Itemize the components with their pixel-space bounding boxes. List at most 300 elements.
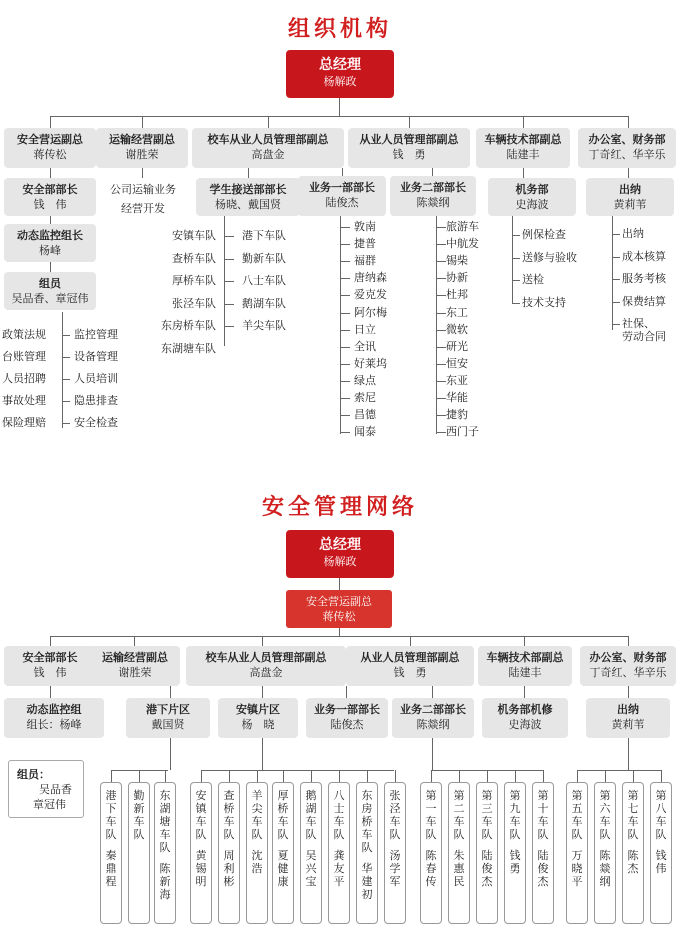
char: 车 [425,815,437,828]
net-l2-box [186,646,346,686]
biz1-client: 绿点 [354,373,376,387]
tick [283,770,284,782]
char: 镇 [195,802,207,815]
tick [340,244,350,245]
char: 队 [333,828,345,841]
team-leader [301,849,321,888]
team-name [301,789,321,841]
char: 车 [277,815,289,828]
char: 黄 [195,849,207,862]
net-l2-name: 丁奇红、华辛乐 [589,666,667,679]
tick [612,279,620,280]
char: 俊 [537,862,549,875]
char: 车 [655,815,667,828]
char: 湖 [305,802,317,815]
char: 吴 [305,849,317,862]
school-team-left: 东湖塘车队 [161,341,216,355]
char: 湖 [159,802,171,815]
safety-duty: 事故处理 [2,394,46,407]
tick [436,415,446,416]
team-column [328,782,350,924]
char: 车 [251,815,263,828]
tick [201,770,202,782]
char: 鼎 [105,862,117,875]
char: 房 [361,802,373,815]
net-l2-name: 钱 勇 [393,666,427,679]
team-column [476,782,498,924]
net-cashier-box: 出纳 黄莉苇 [586,698,670,738]
team-column [504,782,526,924]
tick [661,770,662,782]
char: 桥 [361,815,373,828]
tick [367,770,368,782]
net-mech-box: 机务部机修 史海波 [482,698,568,738]
transport-biz-text: 公司运输业务 经营开发 [110,183,176,215]
team-name [651,789,671,841]
char: 程 [105,875,117,888]
char: 军 [389,875,401,888]
tick [577,770,578,782]
tick [436,295,446,296]
cashier-box: 出纳 黄莉苇 [586,178,674,216]
team-column [154,782,176,924]
char: 厚 [277,789,289,802]
char: 车 [305,815,317,828]
char: 士 [333,802,345,815]
char: 队 [509,828,521,841]
school-team-right: 八士车队 [242,274,286,287]
safety-task: 监控管理 [74,328,118,341]
biz1-client: 索尼 [354,391,376,404]
char: 队 [133,828,145,841]
cashier-task: 成本核算 [622,249,666,263]
l1-box [4,128,96,168]
char: 第 [509,789,521,802]
char: 车 [453,815,465,828]
team-column [622,782,644,924]
tick [512,280,520,281]
char: 万 [571,849,583,862]
l1-name: 蒋传松 [33,148,67,161]
team-leader [357,862,377,901]
char: 彬 [223,875,235,888]
tick [139,770,140,782]
char: 新 [133,802,145,815]
team-leader [421,849,441,888]
tick [436,330,446,331]
tick [436,261,446,262]
safety-task: 设备管理 [74,350,118,363]
tick [340,227,350,228]
char: 查 [223,789,235,802]
char: 东 [159,789,171,802]
char: 队 [159,841,171,854]
net-l2-box [580,646,676,686]
mech-task: 例保检查 [522,228,566,241]
l1-name: 陆建丰 [506,148,540,161]
tick [340,295,350,296]
char: 桥 [223,802,235,815]
biz1-client: 福群 [354,254,376,268]
school-team-left: 厚桥车队 [172,274,216,287]
org-title: 组织机构 [287,17,392,42]
safety-duty: 政策法规 [2,328,46,341]
school-head-box: 学生接送部部长 杨晓、戴国贤 [196,178,300,216]
char: 队 [223,828,235,841]
school-team-left: 查桥车队 [172,251,216,265]
net-l2-name: 钱 伟 [33,666,67,679]
tick [612,302,620,303]
char: 队 [571,828,583,841]
biz2-client: 华能 [446,391,468,404]
char: 陈 [159,862,171,875]
biz1-client: 敦南 [354,220,376,233]
team-name [421,789,441,841]
char: 泾 [389,802,401,815]
net-l2-name: 谢胜荣 [118,666,152,679]
safety-duty: 人员招聘 [2,372,46,385]
l1-box [192,128,344,168]
char: 陈 [599,849,611,862]
members-box: 组员 吴品香、章冠伟 [4,272,96,310]
char: 第 [425,789,437,802]
net-l2-title: 车辆技术部副总 [486,651,564,664]
biz1-client: 捷普 [354,237,376,251]
tick [224,236,234,237]
net-dynamic-box: 动态监控组 组长：杨峰 [4,698,104,738]
tick [339,770,340,782]
team-column [190,782,212,924]
team-leader [191,849,211,888]
gm-box [286,50,394,98]
school-team-left: 安镇车队 [172,229,216,242]
char: 钱 [509,849,521,862]
tick [436,227,446,228]
tick [224,304,234,305]
char: 杰 [627,862,639,875]
tick [612,324,620,325]
biz1-client: 闻泰 [354,425,376,439]
biz2-client: 研光 [446,339,468,353]
tick [111,770,112,782]
char: 队 [627,828,639,841]
team-name [567,789,587,841]
char: 沈 [251,849,263,862]
char: 队 [305,828,317,841]
char: 队 [655,828,667,841]
biz1-client: 昌德 [354,408,376,422]
tick [224,259,234,260]
net-l2-box [90,646,180,686]
tick [229,770,230,782]
tick [62,379,70,380]
tick [257,770,258,782]
biz1-client: 阿尔梅 [354,305,387,319]
team-leader [505,849,525,875]
biz2-box: 业务二部部长 陈燚纲 [390,176,476,216]
team-column [246,782,268,924]
char: 车 [537,815,549,828]
cashier-task: 社保、 劳动合同 [622,317,666,343]
team-name [385,789,405,841]
team-name [273,789,293,841]
team-leader [155,862,175,901]
biz2-client: 东工 [446,305,468,319]
char: 第 [537,789,549,802]
tick [311,770,312,782]
char: 队 [277,828,289,841]
team-name [595,789,615,841]
team-column [420,782,442,924]
char: 锡 [195,862,207,875]
l1-title: 运输经营副总 [109,133,175,146]
char: 塘 [159,815,171,828]
biz2-client: 协新 [446,271,468,285]
l1-name: 丁奇红、华辛乐 [588,148,666,161]
net-vp-box: 安全营运副总 蒋传松 [286,590,392,628]
char: 队 [105,828,117,841]
tick [605,770,606,782]
char: 第 [655,789,667,802]
char: 龚 [333,849,345,862]
team-name [329,789,349,841]
team-column [356,782,378,924]
char: 民 [453,875,465,888]
tick [543,770,544,782]
l1-title: 车辆技术部副总 [484,133,562,146]
tick [340,381,350,382]
tick [633,770,634,782]
tick [515,770,516,782]
net-l2-box [346,646,474,686]
char: 伟 [655,862,667,875]
char: 队 [453,828,465,841]
char: 七 [627,802,639,815]
biz2-client: 恒安 [446,356,468,370]
safety-task: 隐患排查 [74,394,118,407]
school-team-left: 张泾车队 [172,296,216,310]
team-leader [449,849,469,888]
team-column [218,782,240,924]
char: 春 [425,862,437,875]
biz2-client: 锡柴 [446,254,468,268]
tick [62,423,70,424]
char: 第 [571,789,583,802]
tick [62,357,70,358]
safety-task: 人员培训 [74,372,118,385]
char: 陈 [425,849,437,862]
tick [436,313,446,314]
char: 浩 [251,862,263,875]
team-name [533,789,553,841]
biz2-client: 中航发 [446,237,479,251]
safety-head-box: 安全部部长 钱 伟 [4,178,96,216]
team-name [155,789,175,854]
char: 周 [223,849,235,862]
char: 海 [159,888,171,901]
team-leader [273,849,293,888]
char: 宝 [305,875,317,888]
char: 健 [277,862,289,875]
net-biz1-box: 业务一部部长 陆俊杰 [306,698,388,738]
char: 学 [389,862,401,875]
char: 车 [105,815,117,828]
tick [395,770,396,782]
char: 车 [361,828,373,841]
char: 第 [481,789,493,802]
char: 六 [599,802,611,815]
l1-title: 从业人员管理部副总 [359,133,459,146]
net-gm-box: 总经理 杨解政 [286,530,394,578]
tick [340,313,350,314]
char: 安 [195,789,207,802]
school-team-right: 勤新车队 [242,251,286,265]
tick [340,261,350,262]
tick [436,347,446,348]
team-leader [219,849,239,888]
gm-title: 总经理 [319,57,361,73]
char: 陈 [627,849,639,862]
team-column [128,782,150,924]
tick [436,278,446,279]
char: 东 [361,789,373,802]
char: 十 [537,802,549,815]
char: 羊 [251,789,263,802]
net-members-box: 组员： 吴品香 章冠伟 [8,760,84,818]
char: 九 [509,802,521,815]
mech-task: 技术支持 [522,295,566,309]
team-column [448,782,470,924]
char: 夏 [277,849,289,862]
char: 鹅 [305,789,317,802]
team-leader [477,849,497,888]
char: 车 [571,815,583,828]
tick [340,278,350,279]
team-name [477,789,497,841]
tick [436,381,446,382]
tick [436,432,446,433]
team-leader [623,849,643,875]
char: 八 [333,789,345,802]
mech-task: 送修与验收 [522,250,577,264]
char: 第 [627,789,639,802]
char: 新 [159,875,171,888]
net-l2-name: 高盘金 [249,666,283,679]
net-l2-box [478,646,572,686]
l1-title: 办公室、财务部 [588,133,666,146]
l1-box [578,128,676,168]
char: 车 [133,815,145,828]
team-leader [385,849,405,888]
char: 建 [361,875,373,888]
char: 秦 [105,849,117,862]
team-name [219,789,239,841]
char: 钱 [655,849,667,862]
tick [436,364,446,365]
team-name [191,789,211,841]
char: 队 [481,828,493,841]
tick [62,401,70,402]
school-team-left: 东房桥车队 [161,319,216,332]
char: 车 [509,815,521,828]
tick [512,258,520,259]
l1-name: 高盘金 [251,148,285,161]
team-name [101,789,121,841]
biz1-client: 全讯 [354,339,376,353]
net-l2-title: 办公室、财务部 [589,651,667,664]
biz2-client: 旅游车 [446,220,479,233]
tick [340,415,350,416]
team-name [357,789,377,854]
team-leader [567,849,587,888]
tick [436,244,446,245]
tick [340,364,350,365]
team-column [384,782,406,924]
char: 下 [105,802,117,815]
team-column [100,782,122,924]
l1-name: 钱 勇 [392,148,426,161]
char: 纲 [599,875,611,888]
biz2-client: 杜邦 [446,288,468,302]
dynamic-monitor-box: 动态监控组长 杨峰 [4,224,96,262]
char: 一 [425,802,437,815]
char: 俊 [481,862,493,875]
team-column [272,782,294,924]
char: 明 [195,875,207,888]
char: 二 [453,802,465,815]
tick [224,326,234,327]
cashier-task: 出纳 [622,227,644,240]
team-column [566,782,588,924]
team-column [300,782,322,924]
tick [512,303,520,304]
char: 车 [599,815,611,828]
school-team-right: 港下车队 [242,229,286,242]
safety-task: 安全检查 [74,416,118,429]
team-name [505,789,525,841]
char: 平 [571,875,583,888]
gm-name: 杨解政 [323,75,357,88]
char: 车 [159,828,171,841]
school-team-right: 鹅湖车队 [242,296,286,310]
team-leader [595,849,615,888]
char: 三 [481,802,493,815]
tick [340,432,350,433]
char: 张 [389,789,401,802]
char: 杰 [537,875,549,888]
tick [224,281,234,282]
char: 车 [627,815,639,828]
char: 车 [481,815,493,828]
biz2-client: 西门子 [446,425,479,439]
char: 车 [195,815,207,828]
net-l2-title: 安全部部长 [22,651,78,664]
char: 初 [361,888,373,901]
char: 利 [223,862,235,875]
biz1-client: 好莱坞 [354,356,387,370]
team-leader [247,849,267,875]
tick [340,347,350,348]
mech-task: 送检 [522,273,544,286]
cashier-task: 服务考核 [622,272,666,285]
net-l2-box [4,646,96,686]
l1-name: 谢胜荣 [125,148,159,161]
l1-box [96,128,188,168]
char: 队 [537,828,549,841]
biz1-client: 日立 [354,322,376,336]
tick [512,235,520,236]
team-name [623,789,643,841]
